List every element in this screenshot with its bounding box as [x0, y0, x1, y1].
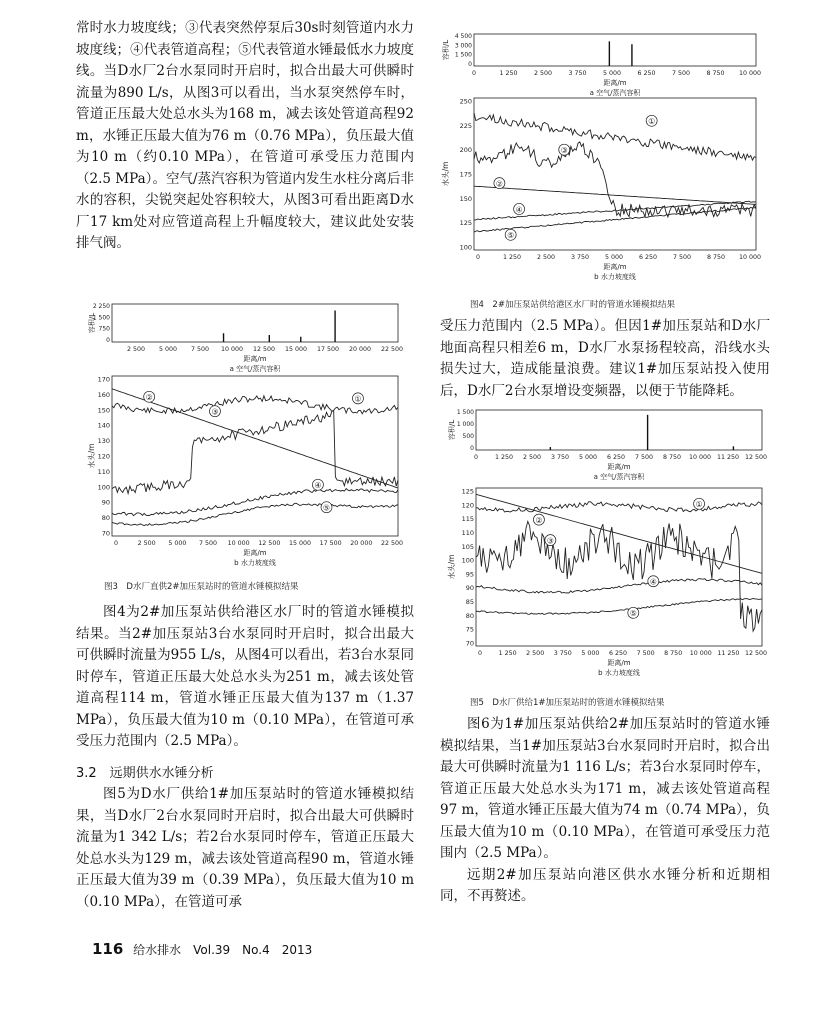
paragraph: 图6为1#加压泵站供给2#加压泵站时的管道水锤模拟结果，当1#加压泵站3台水泵同时开启时，拟合出最大可供瞬时流量为1 116 L/s；若3台水泵同时停车，管道正压最大处总水头为171 m，减去该处管道高程97 m，管道水锤正压最大值为74 m（0.74 MPa），负压最大值为10 m（0.10 MPa），在管道可承受压力范围内（2.5 MPa）。	[440, 716, 770, 861]
top-x-tick-label: 11 250	[716, 454, 740, 461]
bottom-y-tick-label: 130	[97, 437, 110, 446]
bottom-x-tick-label: 0	[477, 650, 483, 657]
bottom-x-tick-label: 15 000	[288, 540, 312, 547]
bottom-x-tick-label: 17 500	[319, 540, 342, 547]
line-label: ②	[495, 179, 503, 189]
bottom-y-tick-label: 120	[97, 452, 110, 461]
hydraulic-line-3	[476, 521, 762, 631]
bottom-x-tick-label: 10 000	[227, 540, 250, 547]
bottom-y-tick-label: 95	[465, 570, 474, 579]
bottom-x-tick-label: 10 000	[738, 254, 762, 261]
top-y-tick-label: 4 500	[454, 33, 472, 40]
bottom-y-tick-label: 100	[97, 483, 110, 492]
bottom-panel-sublabel: b 水力坡度线	[234, 559, 276, 567]
hydraulic-line-3	[112, 411, 398, 494]
bottom-y-tick-label: 80	[465, 611, 474, 620]
top-y-tick-label: 0	[468, 61, 472, 68]
bottom-y-tick-label: 140	[97, 421, 110, 430]
bottom-y-axis-label: 水头/m	[87, 443, 96, 469]
paragraph: 受压力范围内（2.5 MPa）。但因1#加压泵站和D水厂地面高程只相差6 m，D水厂水泵扬程较高，沿线水头损失过大，造成能量浪费。建议1#加压泵站投入使用后，D水厂2台水泵增设变频器，以便于节能降耗。	[440, 318, 770, 399]
bottom-panel-frame	[476, 488, 762, 646]
bottom-x-tick-label: 3 750	[570, 254, 590, 261]
hydraulic-line-2	[474, 186, 756, 204]
top-panel-frame	[476, 410, 762, 450]
fig4-svg	[440, 28, 760, 290]
top-y-tick-label: 0	[470, 445, 474, 452]
line-label: ①	[354, 394, 362, 404]
top-x-tick-label: 10 000	[738, 70, 762, 77]
top-x-tick-label: 5 000	[578, 454, 598, 461]
bottom-y-tick-label: 70	[101, 529, 110, 538]
bottom-y-tick-label: 80	[101, 514, 110, 523]
top-x-tick-label: 15 000	[284, 346, 308, 353]
top-y-tick-label: 3 000	[454, 42, 472, 50]
bottom-y-tick-label: 90	[101, 498, 110, 507]
figure-4-caption: 图4 2#加压泵站供给港区水厂时的管道水锤模拟结果	[470, 300, 675, 310]
top-x-tick-label: 20 000	[348, 346, 372, 353]
bottom-x-tick-label: 5 000	[168, 540, 187, 547]
paragraph: 常时水力坡度线；③代表突然停泵后30s时刻管道内水力坡度线；④代表管道高程；⑤代表管道水锤最低水力坡度线。当D水厂2台水泵同时开启时，拟合出最大可供瞬时流量为890 L/s，从图3可以看出，当水泵突然停车时，管道正压最大处总水头为168 m，减去该处管道高程92 m，水锤正压最大值为76 m（0.76 MPa），负压最大值为10 m（约0.10 MPa），在管道可承受压力范围内（2.5 MPa）。空气/蒸汽容积为管道内发生水柱分离后非水的容积，尖锐突起处容积较大，从图3可看出距离D水厂17 km处对应管道高程上升幅度较大，建议此处安装排气阀。	[76, 20, 414, 251]
top-panel-frame	[112, 304, 398, 342]
hydraulic-line-4	[476, 579, 762, 593]
bottom-y-tick-label: 75	[465, 625, 474, 634]
bottom-x-tick-label: 6 250	[608, 650, 628, 657]
top-y-tick-label: 1 500	[92, 314, 110, 322]
paragraph: 图4为2#加压泵站供给港区水厂时的管道水锤模拟结果。当2#加压泵站3台水泵同时开启时，拟合出最大可供瞬时流量为955 L/s，从图4可以看出，若3台水泵同时停车，管道正压最大处总水头为251 m，减去该处管道高程114 m，管道水锤正压最大值为137 m（1.37 MPa），负压最大值为10 m（0.10 MPa），在管道可承受压力范围内（2.5 MPa）。	[76, 604, 414, 749]
bottom-x-tick-label: 3 750	[553, 650, 572, 657]
bottom-x-tick-label: 11 250	[717, 650, 740, 657]
hydraulic-line-5	[112, 503, 398, 525]
page-footer	[92, 940, 312, 958]
bottom-x-tick-label: 12 500	[258, 540, 281, 547]
bottom-x-tick-label: 6 250	[638, 254, 658, 261]
bottom-y-tick-label: 125	[461, 487, 474, 496]
top-x-tick-label: 12 500	[252, 346, 276, 353]
top-x-tick-label: 8 750	[662, 454, 682, 461]
bottom-x-tick-label: 10 000	[689, 650, 712, 657]
bottom-x-axis-label: 距离/m	[243, 549, 267, 557]
bottom-y-tick-label: 175	[459, 170, 472, 179]
top-x-tick-label: 2 500	[126, 346, 146, 353]
top-y-tick-label: 500	[462, 433, 474, 440]
line-label: ②	[535, 515, 543, 525]
bottom-y-tick-label: 105	[461, 542, 474, 551]
top-panel-frame	[474, 34, 756, 66]
bottom-x-tick-label: 5 000	[604, 254, 624, 261]
top-panel-sublabel: a 空气/蒸汽容积	[593, 473, 645, 481]
line-label: ⑤	[629, 609, 637, 619]
bottom-y-tick-label: 160	[97, 390, 110, 399]
top-x-tick-label: 10 000	[688, 454, 712, 461]
top-x-tick-label: 22 500	[380, 346, 404, 353]
line-label: ①	[648, 117, 656, 127]
bottom-x-tick-label: 22 500	[380, 540, 404, 547]
top-y-axis-label: 容积/L	[448, 419, 456, 441]
bottom-y-axis-label: 水头/m	[447, 554, 456, 580]
bottom-x-tick-label: 1 250	[502, 254, 522, 261]
top-x-tick-label: 3 750	[550, 454, 570, 461]
line-label: ③	[560, 145, 568, 155]
bottom-y-tick-label: 90	[465, 584, 474, 593]
bottom-panel-frame	[474, 98, 756, 250]
bottom-x-tick-label: 8 750	[706, 254, 726, 261]
figure-3	[86, 300, 404, 576]
bottom-y-tick-label: 150	[97, 406, 110, 415]
top-x-axis-label: 距离/m	[243, 355, 267, 363]
bottom-x-tick-label: 2 500	[137, 540, 156, 547]
bottom-x-tick-label: 5 000	[581, 650, 600, 657]
line-label: ①	[695, 500, 703, 510]
bottom-x-tick-label: 7 500	[636, 650, 655, 657]
top-x-tick-label: 2 500	[533, 70, 553, 77]
top-x-tick-label: 6 250	[606, 454, 626, 461]
top-y-tick-label: 1 500	[454, 51, 472, 59]
bottom-y-tick-label: 170	[97, 375, 110, 384]
left-column-bottom-text	[76, 602, 414, 913]
top-x-tick-label: 10 000	[220, 346, 244, 353]
figure-5	[446, 404, 766, 686]
bottom-x-axis-label: 距离/m	[607, 659, 631, 667]
bottom-y-axis-label: 水头/m	[441, 161, 450, 187]
top-y-tick-label: 0	[106, 337, 110, 344]
figure-5-caption: 图5 D水厂供给1#加压泵站时的管道水锤模拟结果	[470, 698, 665, 708]
top-y-axis-label: 容积/L	[442, 39, 450, 61]
top-x-tick-label: 2 500	[522, 454, 542, 461]
bottom-x-tick-label: 8 750	[664, 650, 683, 657]
paragraph: 图5为D水厂供给1#加压泵站时的管道水锤模拟结果，当D水厂2台水泵同时开启时，拟合出最大可供瞬时流量为1 342 L/s；若2台水泵同时停车，管道正压最大处总水头为129 m，减去该处管道高程90 m，管道水锤正压最大值为39 m（0.39 MPa），负压最大值为10 m（0.10 MPa），在管道可承	[76, 786, 414, 910]
top-x-tick-label: 12 500	[744, 454, 768, 461]
bottom-y-tick-label: 110	[461, 528, 474, 537]
top-x-tick-label: 6 250	[637, 70, 656, 77]
hydraulic-line-5	[476, 599, 762, 615]
bottom-panel-sublabel: b 水力坡度线	[598, 669, 640, 677]
bottom-x-tick-label: 7 500	[198, 540, 218, 547]
bottom-y-tick-label: 150	[459, 194, 472, 203]
bottom-y-tick-label: 200	[459, 146, 472, 155]
bottom-x-tick-label: 12 500	[744, 650, 768, 657]
top-x-tick-label: 1 250	[499, 70, 518, 77]
bottom-y-tick-label: 110	[97, 467, 110, 476]
top-x-tick-label: 3 750	[568, 70, 587, 77]
top-x-tick-label: 7 500	[671, 70, 691, 77]
bottom-y-tick-label: 100	[461, 556, 474, 565]
top-x-tick-label: 5 000	[602, 70, 622, 77]
top-x-tick-label: 0	[473, 454, 479, 461]
right-column-bottom-text	[440, 714, 770, 908]
paragraph: 远期2#加压泵站向港区供水水锤分析和近期相同，不再赘述。	[440, 866, 770, 904]
bottom-y-tick-label: 225	[459, 121, 472, 130]
top-y-tick-label: 750	[98, 325, 110, 333]
line-label: ③	[546, 536, 554, 546]
bottom-x-tick-label: 0	[113, 540, 119, 547]
bottom-x-tick-label: 2 500	[526, 650, 545, 657]
line-label: ④	[649, 577, 657, 587]
top-y-tick-label: 2 250	[92, 303, 110, 310]
hydraulic-line-4	[112, 489, 398, 516]
bottom-y-tick-label: 125	[459, 219, 472, 228]
figure-3-caption: 图3 D水厂直供2#加压泵站时的管道水锤模拟结果	[104, 582, 299, 592]
fig5-svg	[446, 404, 766, 686]
bottom-x-axis-label: 距离/m	[603, 263, 627, 271]
hydraulic-line-1	[474, 113, 756, 160]
line-label: ③	[211, 407, 219, 417]
bottom-y-tick-label: 115	[461, 515, 474, 524]
line-label: ④	[314, 481, 322, 491]
hydraulic-line-1	[476, 502, 762, 512]
bottom-y-tick-label: 120	[461, 501, 474, 510]
bottom-x-tick-label: 0	[475, 254, 481, 261]
bottom-y-tick-label: 250	[459, 97, 472, 106]
section-heading: 3.2 远期供水水锤分析	[76, 765, 214, 781]
line-label: ④	[515, 205, 523, 215]
bottom-panel-sublabel: b 水力坡度线	[594, 273, 636, 281]
line-label: ②	[145, 393, 153, 403]
left-column-top-text	[76, 18, 414, 255]
line-label: ⑤	[322, 503, 331, 513]
page-number: 116	[92, 940, 124, 958]
top-y-tick-label: 1 000	[456, 421, 474, 428]
top-x-tick-label: 7 500	[190, 346, 210, 353]
top-x-axis-label: 距离/m	[603, 79, 627, 87]
fig3-svg	[86, 300, 404, 576]
journal-info: 给水排水 Vol.39 No.4 2013	[133, 943, 313, 957]
top-y-tick-label: 1 500	[456, 409, 474, 416]
top-panel-sublabel: a 空气/蒸汽容积	[589, 89, 641, 97]
top-x-tick-label: 1 250	[494, 454, 514, 461]
top-x-tick-label: 5 000	[158, 346, 178, 353]
bottom-x-tick-label: 2 500	[536, 254, 556, 261]
line-label: ⑤	[507, 231, 515, 241]
bottom-x-tick-label: 1 250	[498, 650, 517, 657]
bottom-y-tick-label: 70	[465, 639, 474, 648]
right-column-middle-text	[440, 316, 770, 402]
figure-4	[440, 28, 760, 290]
bottom-x-tick-label: 7 500	[672, 254, 692, 261]
bottom-y-tick-label: 85	[465, 598, 474, 607]
hydraulic-line-2	[476, 494, 762, 573]
bottom-x-tick-label: 20 000	[350, 540, 373, 547]
top-y-axis-label: 容积/L	[88, 312, 96, 334]
top-panel-sublabel: a 空气/蒸汽容积	[229, 365, 281, 373]
top-x-tick-label: 7 500	[634, 454, 654, 461]
top-x-tick-label: 0	[471, 70, 477, 77]
top-x-tick-label: 17 500	[316, 346, 340, 353]
top-x-tick-label: 8 750	[706, 70, 725, 77]
bottom-y-tick-label: 100	[459, 243, 472, 252]
top-x-axis-label: 距离/m	[607, 463, 631, 471]
